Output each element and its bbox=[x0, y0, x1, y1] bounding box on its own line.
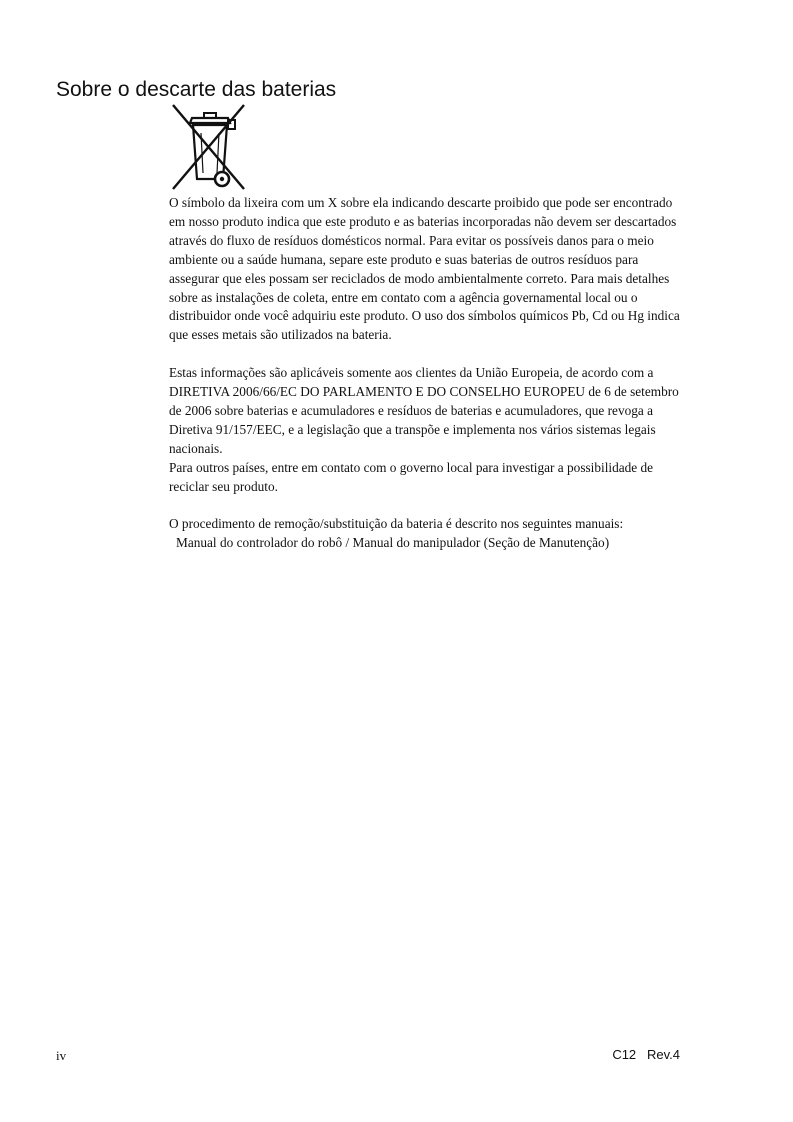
paragraph-procedure: O procedimento de remoção/substituição da bateria é descrito nos seguintes manuais: bbox=[169, 516, 624, 532]
document-revision: C12 Rev.4 bbox=[612, 1047, 680, 1062]
body-text bbox=[169, 194, 681, 553]
paragraph-gap bbox=[169, 496, 681, 515]
paragraph-other-countries: Para outros países, entre em contato com o governo local para investigar a possibilidade de reciclar seu produto. bbox=[169, 459, 654, 494]
page-title: Sobre o descarte das baterias bbox=[56, 78, 337, 101]
paragraph-eu-directive: Estas informações são aplicáveis somente aos clientes da União Europeia, de acordo com a DIRETIVA 2006/66/EC DO PARLAMENTO E DO CONSELHO EUROPEU de 6 de setembro de 2006 sobre baterias e acumuladores e resíduos de baterias e acumuladores, que revoga a Diretiva 91/157/EEC, e a legislação que a transpõe e implementa nos vários sistemas legais nacionais. bbox=[169, 365, 679, 456]
page-number: iv bbox=[56, 1048, 67, 1063]
crossed-out-wheelie-bin-icon bbox=[170, 103, 248, 191]
manual-references: Manual do controlador do robô / Manual do manipulador (Seção de Manutenção) bbox=[176, 535, 610, 551]
paragraph-gap bbox=[169, 345, 681, 364]
paragraph-disposal-symbol: O símbolo da lixeira com um X sobre ela indicando descarte proibido que pode ser encontrado em nosso produto indica que este produto e as baterias incorporadas não devem ser descartados através do fluxo de resíduos domésticos normal. Para evitar os possíveis danos para o meio ambiente ou a saúde humana, separe este produto e suas baterias de outros resíduos para assegurar que eles possam ser reciclados de modo ambientalmente correto. Para mais detalhes sobre as instalações de coleta, entre em contato com a agência governamental local ou o distribuidor onde você adquiriu este produto. O uso dos símbolos químicos Pb, Cd ou Hg indica que esses metais são utilizados na bateria. bbox=[169, 195, 680, 343]
